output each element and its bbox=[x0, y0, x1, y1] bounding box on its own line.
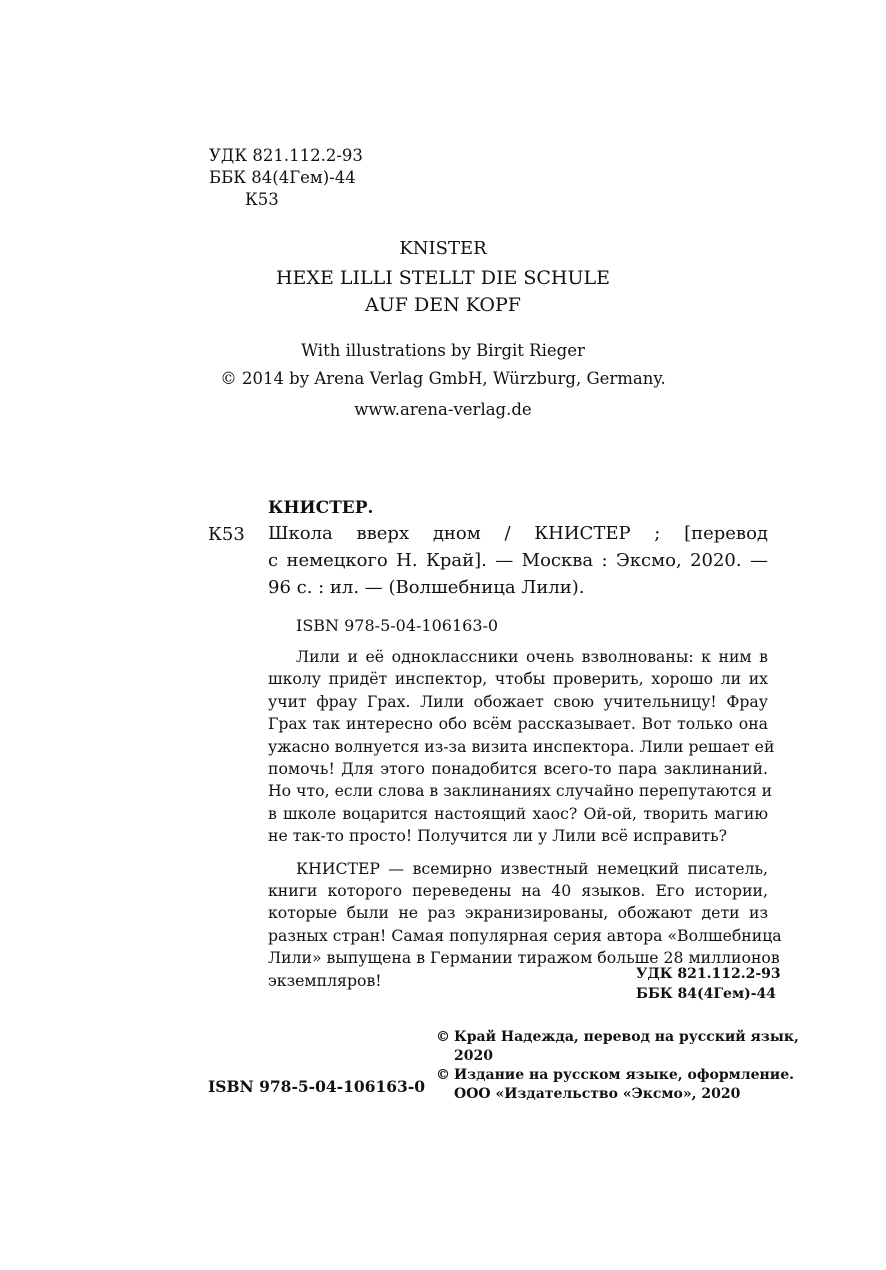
annotation-line: Лили» выпущена в Германии тиражом больше 28 миллионов bbox=[268, 948, 780, 968]
copyright-symbol: © bbox=[436, 1029, 450, 1045]
author-mark: К53 bbox=[245, 190, 279, 209]
original-copyright: © 2014 by Arena Verlag GmbH, Würzburg, Germany. bbox=[220, 369, 666, 388]
rights-line: ООО «Издательство «Эксмо», 2020 bbox=[454, 1086, 741, 1102]
footer-bbk-code: ББК 84(4Гем)-44 bbox=[636, 986, 777, 1002]
isbn-record: ISBN 978-5-04-106163-0 bbox=[296, 616, 499, 635]
bibliographic-line: 96 с. : ил. — (Волшебница Лили). bbox=[268, 577, 585, 598]
udk-code: УДК 821.112.2-93 bbox=[209, 146, 363, 165]
original-title-line: HEXE LILLI STELLT DIE SCHULE bbox=[275, 267, 610, 289]
annotation-line: КНИСТЕР — всемирно известный немецкий писатель, bbox=[296, 858, 768, 878]
annotation-line: школу придёт инспектор, чтобы проверить, хорошо ли их bbox=[268, 669, 768, 689]
header-classification-codes bbox=[209, 145, 363, 211]
bibliographic-line: с немецкого Н. Край]. — Москва : Эксмо, 2020. — bbox=[268, 550, 768, 571]
bibliographic-description bbox=[268, 520, 768, 601]
annotation-line: разных стран! Самая популярная серия автора «Волшебница bbox=[268, 925, 782, 945]
copyright-symbol: © bbox=[436, 1067, 450, 1083]
annotation-line: книги которого переведены на 40 языков. Его истории, bbox=[268, 881, 768, 901]
annotation-line: которые были не раз экранизированы, обожают дети из bbox=[268, 903, 768, 923]
annotation-line: помочь! Для этого понадобится всего-то пара заклинаний. bbox=[268, 759, 768, 779]
annotation-line: экземпляров! bbox=[268, 970, 382, 990]
annotation bbox=[268, 646, 782, 992]
publisher-website: www.arena-verlag.de bbox=[354, 400, 532, 419]
bbk-code: ББК 84(4Гем)-44 bbox=[209, 168, 356, 187]
footer-udk-code: УДК 821.112.2-93 bbox=[636, 966, 781, 982]
annotation-line: не так-то просто! Получится ли у Лили всё исправить? bbox=[268, 826, 728, 846]
footer-classification-codes bbox=[636, 964, 781, 1004]
original-title-line: AUF DEN KOPF bbox=[365, 294, 521, 316]
annotation-line: в школе воцарится настоящий хаос? Ой-ой, творить магию bbox=[268, 803, 768, 823]
rights-line: 2020 bbox=[454, 1048, 493, 1064]
original-title bbox=[0, 265, 886, 319]
annotation-line: Грах так интересно обо всём рассказывает. Вот только она bbox=[268, 714, 768, 734]
footer-isbn: ISBN 978-5-04-106163-0 bbox=[208, 1077, 426, 1096]
annotation-line: ужасно волнуется из-за визита инспектора. Лили решает ей bbox=[268, 736, 775, 756]
annotation-line: Но что, если слова в заклинаниях случайно перепутаются и bbox=[268, 781, 773, 801]
rights-line: Край Надежда, перевод на русский язык, bbox=[454, 1029, 799, 1045]
annotation-line: учит фрау Грах. Лили обожает свою учительницу! Фрау bbox=[268, 691, 768, 711]
bibliographic-author-heading: КНИСТЕР. bbox=[268, 498, 374, 518]
bibliographic-code: К53 bbox=[208, 524, 245, 545]
rights-notice bbox=[436, 1028, 799, 1066]
rights-notices bbox=[436, 1028, 799, 1104]
original-author: KNISTER bbox=[399, 238, 487, 259]
annotation-line: Лили и её одноклассники очень взволнованы: к ним в bbox=[296, 647, 768, 666]
illustrations-credit: With illustrations by Birgit Rieger bbox=[301, 341, 585, 360]
rights-notice bbox=[436, 1066, 799, 1104]
rights-line: Издание на русском языке, оформление. bbox=[454, 1067, 794, 1083]
bibliographic-line: Школа вверх дном / КНИСТЕР ; [перевод bbox=[268, 523, 768, 544]
